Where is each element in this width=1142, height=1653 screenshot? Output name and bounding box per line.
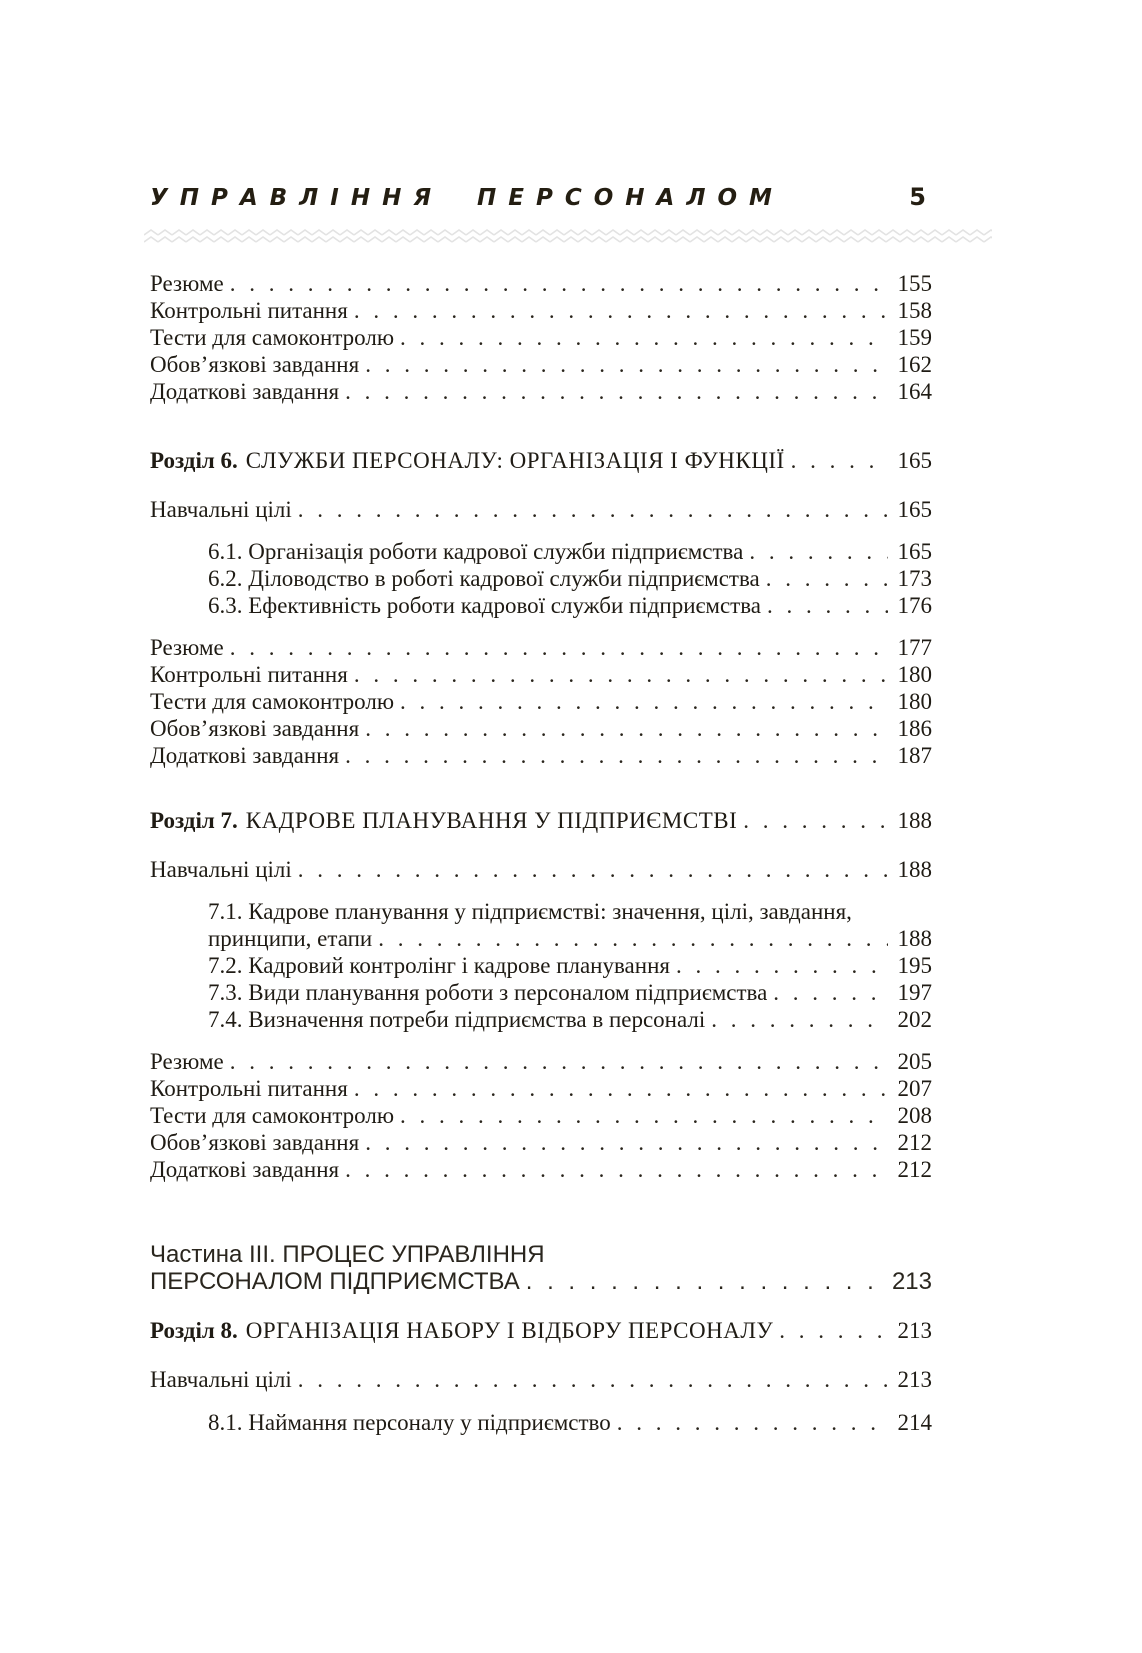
toc-chapter-heading xyxy=(150,447,932,474)
toc-entry xyxy=(150,496,932,523)
toc-row xyxy=(150,1006,932,1033)
toc-row xyxy=(150,634,932,661)
entry-page: 197 xyxy=(897,980,932,1005)
toc-row xyxy=(150,351,932,378)
part-line-1: Частина III. ПРОЦЕС УПРАВЛІННЯ xyxy=(150,1241,545,1268)
entry-label: Тести для самоконтролю xyxy=(150,689,395,714)
toc-row xyxy=(150,742,932,769)
dot-leader xyxy=(520,1268,888,1295)
entry-page: 187 xyxy=(897,743,932,768)
dot-leader xyxy=(394,1102,888,1129)
toc-entry xyxy=(150,742,932,769)
toc-entry xyxy=(150,661,932,688)
toc-row xyxy=(150,1075,932,1102)
entry-label: Додаткові завдання xyxy=(150,743,340,768)
toc-row xyxy=(150,1048,932,1075)
toc-entry xyxy=(150,1129,932,1156)
dot-leader xyxy=(339,378,888,405)
entry-line-1: 7.1. Кадрове планування у підприємстві: значення, цілі, завдання, xyxy=(208,899,852,924)
dot-leader xyxy=(372,925,888,952)
toc-entry xyxy=(150,538,932,565)
entry-label: Обов’язкові завдання xyxy=(150,716,360,741)
toc-entry xyxy=(150,1366,932,1393)
dot-leader xyxy=(611,1409,888,1436)
entry-page: 188 xyxy=(897,857,932,882)
entry-page: 202 xyxy=(897,1007,932,1032)
toc-row xyxy=(150,565,932,592)
dot-leader xyxy=(348,1075,888,1102)
dot-leader xyxy=(670,952,888,979)
toc-entry xyxy=(150,688,932,715)
chapter-prefix: Розділ 7. xyxy=(150,808,238,833)
dot-leader xyxy=(292,496,888,523)
toc-row xyxy=(150,715,932,742)
entry-label: Резюме xyxy=(150,1049,224,1074)
entry-line-2: принципи, етапи xyxy=(208,926,373,951)
entry-page: 165 xyxy=(897,448,932,473)
entry-page: 180 xyxy=(897,689,932,714)
toc-entry xyxy=(150,324,932,351)
book-title: УПРАВЛІННЯ ПЕРСОНАЛОМ xyxy=(150,185,784,211)
entry-label: 7.2. Кадровий контролінг і кадрове планування xyxy=(208,953,670,978)
dot-leader xyxy=(348,661,888,688)
chapter-title: ОРГАНІЗАЦІЯ НАБОРУ І ВІДБОРУ ПЕРСОНАЛУ xyxy=(245,1318,774,1343)
entry-label: 7.3. Види планування роботи з персоналом підприємства xyxy=(208,980,768,1005)
toc-row xyxy=(150,297,932,324)
entry-page: 155 xyxy=(897,271,932,296)
entry-page: 212 xyxy=(897,1130,932,1155)
dot-leader xyxy=(785,447,888,474)
toc-chapter-heading xyxy=(150,807,932,834)
toc-row xyxy=(150,1268,932,1295)
entry-label: Резюме xyxy=(150,635,224,660)
dot-leader xyxy=(359,1129,888,1156)
toc-entry xyxy=(150,1048,932,1075)
toc-entry xyxy=(150,1075,932,1102)
toc-row xyxy=(150,952,932,979)
toc-row xyxy=(150,538,932,565)
dot-leader xyxy=(760,565,888,592)
chapter-prefix: Розділ 8. xyxy=(150,1318,238,1343)
toc-row xyxy=(150,856,932,883)
dot-leader xyxy=(394,688,888,715)
entry-page: 188 xyxy=(897,926,932,951)
toc-part-heading xyxy=(150,1241,932,1295)
toc-entry xyxy=(150,715,932,742)
toc-entry xyxy=(150,1156,932,1183)
entry-label: 7.4. Визначення потреби підприємства в персоналі xyxy=(208,1007,706,1032)
dot-leader xyxy=(339,1156,888,1183)
entry-page: 162 xyxy=(897,352,932,377)
toc-entry xyxy=(150,270,932,297)
dot-leader xyxy=(773,1317,888,1344)
entry-page: 164 xyxy=(897,379,932,404)
entry-page: 205 xyxy=(897,1049,932,1074)
toc-entry xyxy=(150,378,932,405)
toc-entry xyxy=(150,351,932,378)
dot-leader xyxy=(348,297,888,324)
entry-page: 213 xyxy=(891,1268,932,1295)
entry-label: Тести для самоконтролю xyxy=(150,1103,395,1128)
toc-entry xyxy=(150,297,932,324)
dot-leader xyxy=(224,634,888,661)
dot-leader xyxy=(292,856,888,883)
toc-row xyxy=(150,496,932,523)
toc-row xyxy=(150,1366,932,1393)
toc-entry xyxy=(150,979,932,1006)
toc-row xyxy=(150,1102,932,1129)
table-of-contents xyxy=(150,270,932,1436)
entry-page: 176 xyxy=(897,593,932,618)
toc-row xyxy=(150,1317,932,1344)
entry-label: Резюме xyxy=(150,271,224,296)
chapter-prefix: Розділ 6. xyxy=(150,448,238,473)
entry-page: 207 xyxy=(897,1076,932,1101)
page-number: 5 xyxy=(909,183,926,211)
toc-entry xyxy=(150,898,932,952)
document-page xyxy=(150,183,932,1436)
chapter-title: СЛУЖБИ ПЕРСОНАЛУ: ОРГАНІЗАЦІЯ І ФУНКЦІЇ xyxy=(245,448,785,473)
toc-row xyxy=(150,1409,932,1436)
toc-entry xyxy=(150,952,932,979)
toc-row xyxy=(150,447,932,474)
toc-row xyxy=(150,688,932,715)
dot-leader xyxy=(292,1366,888,1393)
entry-label: 6.3. Ефективність роботи кадрової служби підприємства xyxy=(208,593,761,618)
dot-leader xyxy=(705,1006,888,1033)
toc-entry xyxy=(150,1006,932,1033)
dot-leader xyxy=(394,324,888,351)
entry-label: Обов’язкові завдання xyxy=(150,1130,360,1155)
entry-label: Навчальні цілі xyxy=(150,1367,292,1392)
toc-row xyxy=(150,378,932,405)
entry-label: 6.2. Діловодство в роботі кадрової служби підприємства xyxy=(208,566,760,591)
dot-leader xyxy=(737,807,888,834)
chapter-title: КАДРОВЕ ПЛАНУВАННЯ У ПІДПРИЄМСТВІ xyxy=(245,808,738,833)
entry-page: 165 xyxy=(897,539,932,564)
entry-page: 173 xyxy=(897,566,932,591)
dot-leader xyxy=(339,742,888,769)
toc-row xyxy=(150,925,932,952)
toc-row xyxy=(150,324,932,351)
dot-leader xyxy=(767,979,888,1006)
dot-leader xyxy=(743,538,888,565)
toc-row xyxy=(150,661,932,688)
toc-entry xyxy=(150,634,932,661)
toc-entry xyxy=(150,565,932,592)
dot-leader xyxy=(359,715,888,742)
entry-page: 208 xyxy=(897,1103,932,1128)
entry-label: 6.1. Організація роботи кадрової служби підприємства xyxy=(208,539,744,564)
entry-page: 213 xyxy=(897,1318,932,1343)
entry-label: Контрольні питання xyxy=(150,662,348,687)
entry-page: 195 xyxy=(897,953,932,978)
entry-label: Обов’язкові завдання xyxy=(150,352,360,377)
entry-label: Навчальні цілі xyxy=(150,857,292,882)
entry-page: 214 xyxy=(897,1410,932,1435)
toc-chapter-heading xyxy=(150,1317,932,1344)
entry-page: 180 xyxy=(897,662,932,687)
entry-label: Контрольні питання xyxy=(150,1076,348,1101)
toc-entry xyxy=(150,1409,932,1436)
entry-page: 186 xyxy=(897,716,932,741)
toc-row xyxy=(150,1129,932,1156)
toc-entry xyxy=(150,856,932,883)
entry-page: 188 xyxy=(897,808,932,833)
toc-entry xyxy=(150,1102,932,1129)
entry-label: Додаткові завдання xyxy=(150,379,340,404)
toc-row xyxy=(150,1156,932,1183)
zigzag-divider xyxy=(144,229,992,243)
entry-page: 158 xyxy=(897,298,932,323)
entry-page: 165 xyxy=(897,497,932,522)
toc-row xyxy=(150,807,932,834)
toc-row xyxy=(150,592,932,619)
dot-leader xyxy=(359,351,888,378)
entry-page: 177 xyxy=(897,635,932,660)
toc-entry xyxy=(150,592,932,619)
dot-leader xyxy=(224,270,888,297)
entry-label: Тести для самоконтролю xyxy=(150,325,395,350)
entry-page: 212 xyxy=(897,1157,932,1182)
dot-leader xyxy=(761,592,888,619)
entry-page: 213 xyxy=(897,1367,932,1392)
toc-row xyxy=(150,270,932,297)
entry-label: Додаткові завдання xyxy=(150,1157,340,1182)
entry-page: 159 xyxy=(897,325,932,350)
part-line-2: ПЕРСОНАЛОМ ПІДПРИЄМСТВА xyxy=(150,1268,520,1295)
entry-label: 8.1. Наймання персоналу у підприємство xyxy=(208,1410,611,1435)
running-head xyxy=(150,183,932,215)
dot-leader xyxy=(224,1048,888,1075)
entry-label: Навчальні цілі xyxy=(150,497,292,522)
toc-row xyxy=(150,979,932,1006)
entry-label: Контрольні питання xyxy=(150,298,348,323)
